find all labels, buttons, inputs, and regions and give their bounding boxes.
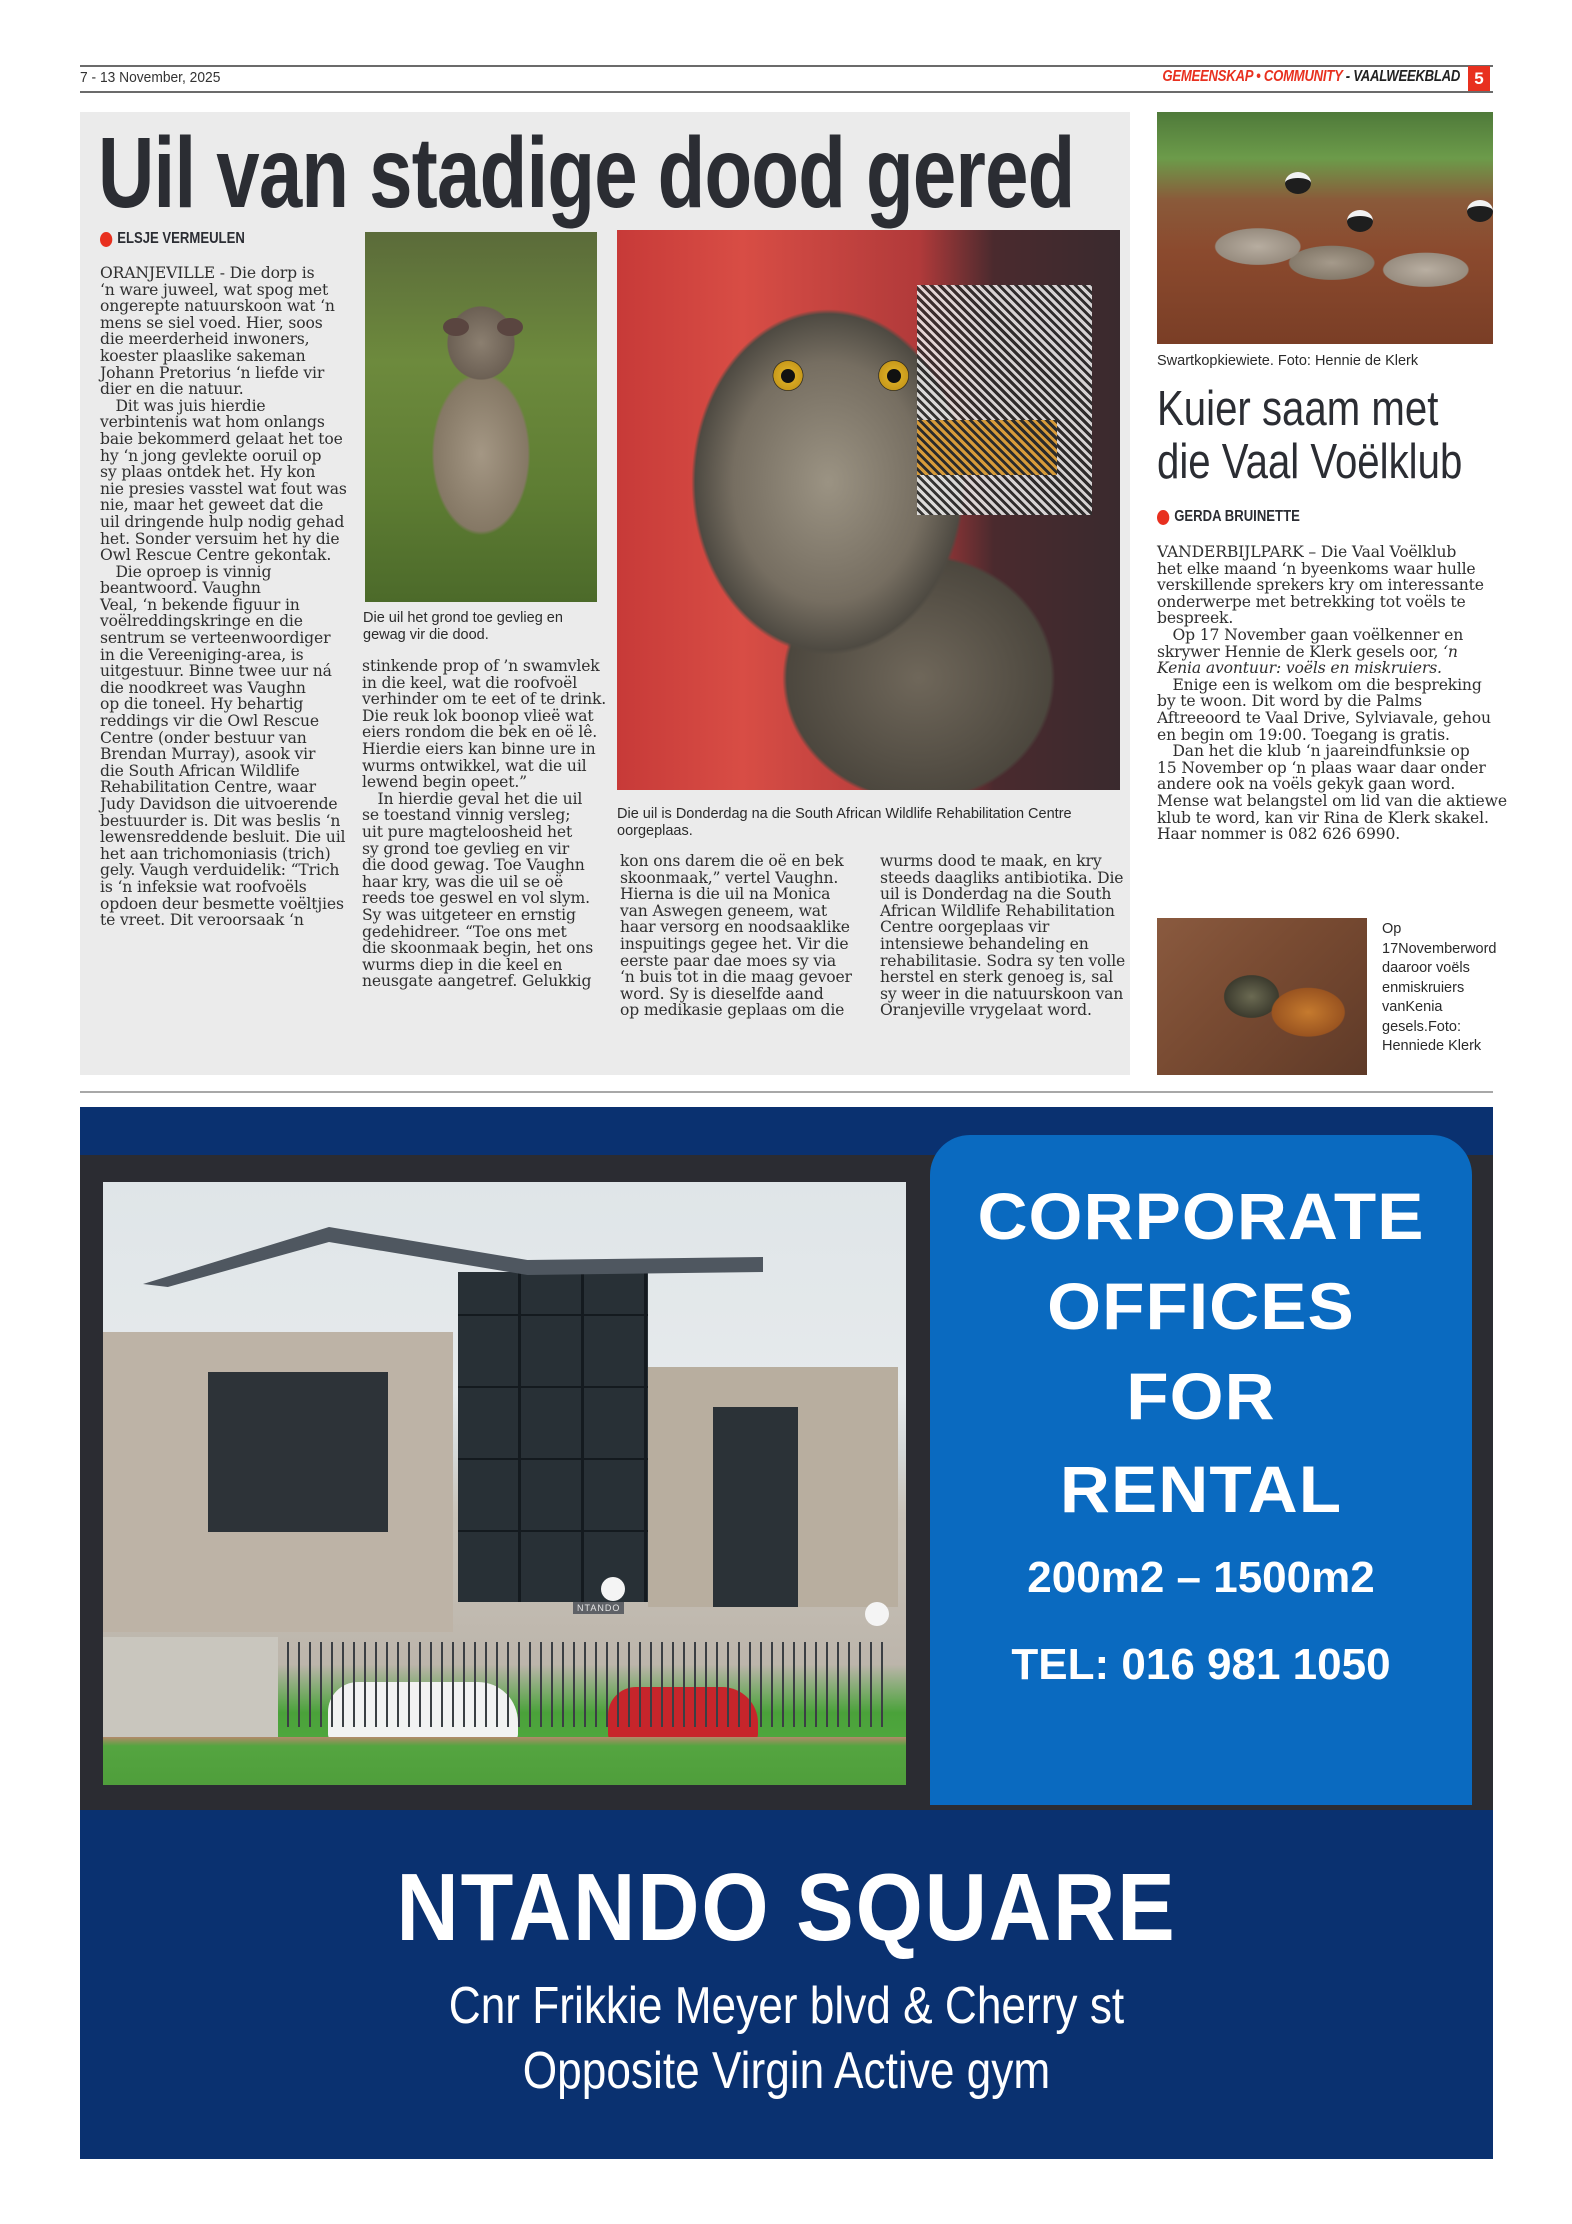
owl-grounded-photo	[365, 232, 597, 602]
article-line: nie presies vasstel wat fout was	[100, 479, 347, 498]
advert-brand-name: NTANDO SQUARE	[396, 1854, 1177, 1961]
side-article-line: Enige een is welkom om die bespreking	[1157, 675, 1482, 694]
article-line: se toestand vinnig versleg;	[362, 806, 571, 825]
article-line: opdoen deur besmette voëltjies	[100, 894, 344, 913]
article-column-4	[880, 853, 1130, 1019]
talk-title: Kenia avontuur: voëls en miskruiers.	[1157, 659, 1442, 678]
building-window	[713, 1407, 798, 1607]
side-article-body	[1157, 543, 1507, 844]
caption-line: miskruiers van	[1382, 979, 1465, 1015]
article-line: gely. Vaugh verduidelik: “Trich	[100, 861, 340, 880]
article-line: verhinder om te eet of te drink.	[362, 690, 607, 709]
panel-line-rental: RENTAL	[1059, 1452, 1343, 1526]
article-line: koester plaaslike sakeman	[100, 346, 306, 365]
article-line: Johann Pretorius ‘n liefde vir	[100, 363, 325, 382]
article-line: wurms diep in die keel en	[362, 955, 563, 974]
article-line: Hierna is die uil na Monica	[620, 885, 831, 904]
header-top-rule	[80, 65, 1493, 67]
side-byline	[1157, 508, 1300, 526]
article-line: op die toneel. Hy behartig	[100, 695, 304, 714]
article-line: sentrum se verteenwoordiger	[100, 629, 331, 648]
article-line: hy ‘n jong gevlekte ooruil op	[100, 446, 322, 465]
cage-mesh-orange	[917, 420, 1057, 475]
article-line: wurms dood te maak, en kry	[880, 852, 1102, 870]
lapwings-caption: Swartkopkiewiete. Foto: Hennie de Klerk	[1157, 353, 1419, 369]
side-article-line: het elke maand ‘n byeenkoms waar hulle	[1157, 559, 1476, 578]
ntando-square-advert	[80, 1107, 1493, 2159]
publication-name: VAALWEEKBLAD	[1353, 68, 1460, 85]
panel-line-corporate: CORPORATE	[977, 1179, 1425, 1253]
article-line: die skoonmaak begin, het ons	[362, 939, 594, 958]
article-column-1	[100, 265, 345, 929]
side-article-line: VANDERBIJLPARK – Die Vaal Voëlklub	[1157, 543, 1457, 561]
owl-rescued-photo	[617, 230, 1120, 790]
article-column-3	[620, 853, 870, 1019]
lawn	[103, 1737, 906, 1785]
article-line: Centre (onder bestuur van	[100, 728, 307, 747]
bird-head-3	[1467, 200, 1493, 222]
article-line: African Wildlife Rehabilitation	[880, 901, 1115, 920]
side-article-line	[1157, 660, 1497, 677]
article-line: het. Sonder versuim het hy die	[100, 529, 340, 548]
article-line: dier en die natuur.	[100, 380, 244, 399]
side-article-line: bespreek.	[1157, 609, 1234, 628]
article-line: ‘n buis tot in die maag gevoer	[620, 968, 852, 987]
lamp-globe	[865, 1602, 889, 1626]
article-line: wurms ontwikkel, wat die uil	[362, 756, 587, 775]
size-range: 200m2 – 1500m2	[1027, 1553, 1375, 1602]
lapwings-photo	[1157, 112, 1493, 344]
article-line: in die Vereeniging-area, is	[100, 645, 304, 664]
article-line: op medikasie geplaas om die	[620, 1001, 845, 1020]
owl-pupil-right	[887, 369, 901, 383]
article-line: Die oproep is vinnig	[100, 562, 272, 581]
article-line: eiers rondom die bek en oë lê.	[362, 723, 598, 742]
panel-line-offices: OFFICES	[1047, 1269, 1355, 1343]
section-label	[1162, 68, 1460, 86]
article-line: intensiewe behandeling en	[880, 934, 1089, 953]
article-line: het aan trichomoniasis (trich)	[100, 844, 331, 863]
article-line: uit pure magteloosheid het	[362, 822, 573, 841]
owl-pupil-left	[781, 369, 795, 383]
article-line: skoonmaak,” vertel Vaughn.	[620, 868, 839, 887]
article-line: Owl Rescue Centre gekontak.	[100, 546, 332, 565]
article-line: lewensreddende besluit. Die uil	[100, 828, 346, 847]
article-line: sy grond toe gevlieg en vir	[362, 839, 570, 858]
article-line: rehabilitasie. Sodra sy ten volle	[880, 951, 1126, 970]
owl-eye-right	[497, 318, 523, 336]
article-line: herstel en sterk genoeg is, sal	[880, 968, 1114, 987]
palisade-fence	[278, 1642, 888, 1727]
building-window	[208, 1372, 388, 1532]
caption-line: oor voëls en	[1382, 960, 1470, 996]
side-headline-line-1: Kuier saam met	[1157, 382, 1439, 436]
article-line: eerste paar dae moes sy via	[620, 951, 836, 970]
header-bottom-rule	[80, 91, 1493, 93]
byline-author: GERDA BRUINETTE	[1174, 508, 1300, 525]
caption-line: Foto: Hennie	[1382, 1018, 1461, 1054]
article-line: baie bekommerd gelaat het toe	[100, 429, 343, 448]
building-sign: NTANDO	[573, 1602, 624, 1614]
telephone-number: TEL: 016 981 1050	[1011, 1640, 1391, 1689]
article-line: sy plaas ontdek het. Hy kon	[100, 463, 316, 482]
caption-line: Op 17	[1382, 921, 1402, 957]
owl-rescued-caption: Die uil is Donderdag na die South African Wildlife Rehabilitation Centre oorgeplaas.	[617, 806, 1072, 839]
article-line: ‘n ware juweel, wat spog met	[100, 280, 329, 299]
side-article-line: Op 17 November gaan voëlkenner en	[1157, 625, 1464, 644]
article-line: kon ons darem die oë en bek	[620, 852, 844, 870]
side-article-line: Mense wat belangstel om lid van die aktiewe	[1157, 791, 1507, 810]
article-line: beantwoord. Vaughn	[100, 579, 261, 598]
talk-title: ‘n	[1443, 642, 1458, 661]
side-article-line: Aftreeoord te Vaal Drive, Sylviavale, gehou	[1157, 708, 1491, 727]
article-line: word. Sy is dieselfde aand	[620, 984, 824, 1003]
article-line: uil is Donderdag na die South	[880, 885, 1112, 904]
article-line: gedehidreer. “Toe ons met	[362, 922, 567, 941]
article-line: haar kry, was die uil se oë	[362, 872, 564, 891]
article-line: nie, maar het geweet dat die	[100, 496, 324, 515]
main-byline	[100, 230, 245, 248]
dung-beetle-caption	[1382, 920, 1497, 1057]
section-dash: -	[1342, 68, 1354, 85]
article-line: Sy was uitgeteer en ernstig	[362, 905, 576, 924]
article-line: stinkende prop of ’n swamvlek	[362, 657, 600, 675]
article-column-2	[362, 658, 612, 990]
article-line: reddings vir die Owl Rescue	[100, 712, 319, 731]
article-line: die South African Wildlife	[100, 761, 300, 780]
article-line: verbintenis wat hom onlangs	[100, 413, 325, 432]
side-article-line: 15 November op ‘n plaas waar daar onder	[1157, 758, 1486, 777]
article-line: Rehabilitation Centre, waar	[100, 778, 316, 797]
article-line: ongerepte natuurskoon wat ‘n	[100, 297, 335, 316]
advert-address-line-1: Cnr Frikkie Meyer blvd & Cherry st	[448, 1977, 1125, 2035]
section-afrikaans: GEMEENSKAP	[1162, 68, 1253, 85]
article-line: steeds daagliks antibiotika. Die	[880, 868, 1124, 887]
article-line: Dit was juis hierdie	[100, 396, 266, 415]
side-article-line: en begin om 19:00. Toegang is gratis.	[1157, 725, 1450, 744]
caption-line: November	[1398, 940, 1466, 957]
caption-line: de Klerk	[1427, 1038, 1482, 1054]
article-line: neusgate aangetref. Gelukkig	[362, 972, 592, 991]
side-article-line: Dan het die klub ‘n jaareindfunksie op	[1157, 742, 1470, 761]
panel-line-for: FOR	[1126, 1359, 1276, 1433]
byline-author: ELSJE VERMEULEN	[117, 230, 245, 247]
article-line: mens se siel voed. Hier, soos	[100, 313, 323, 332]
article-line: van Aswegen geneem, wat	[620, 901, 828, 920]
article-line: in die keel, wat die roofvoël	[362, 673, 578, 692]
article-line: Veal, ‘n bekende figuur in	[100, 595, 300, 614]
caption-line: word daar	[1382, 940, 1497, 976]
article-line: haar versorg en noodsaaklike	[620, 918, 850, 937]
rental-info-panel	[930, 1135, 1472, 1805]
article-line: inspuitings gegee het. Vir die	[620, 934, 849, 953]
side-article-line: by te woon. Dit word by die Palms	[1157, 692, 1422, 711]
section-divider	[80, 1091, 1493, 1093]
article-line: lewend begin opeet.”	[362, 773, 527, 792]
caption-line: Kenia gesels.	[1382, 999, 1443, 1035]
side-article-line: klub te word, kan vir Rina de Klerk skakel.	[1157, 808, 1489, 827]
building-right-wing	[648, 1367, 898, 1607]
byline-bullet-icon	[1157, 510, 1169, 525]
cage-mesh	[917, 285, 1092, 515]
article-line: Brendan Murray), asook vir	[100, 745, 316, 764]
owl-grounded-caption: Die uil het grond toe gevlieg en gewag vir die dood.	[363, 610, 563, 643]
issue-date: 7 - 13 November, 2025	[80, 69, 221, 86]
page-number: 5	[1468, 66, 1490, 92]
side-headline	[1157, 383, 1462, 489]
building-left-wing	[103, 1332, 453, 1632]
building-glass-atrium	[458, 1272, 648, 1602]
article-line: bestuurder is. Dit was beslis ‘n	[100, 811, 341, 830]
article-line: die noodkreet was Vaughn	[100, 678, 306, 697]
section-english: COMMUNITY	[1263, 68, 1343, 85]
article-line: Centre oorgeplaas vir	[880, 918, 1050, 937]
article-line: uil dringende hulp nodig gehad	[100, 512, 345, 531]
article-line: is ‘n infeksie wat roofvoëls	[100, 877, 307, 896]
article-line: ORANJEVILLE - Die dorp is	[100, 264, 315, 282]
article-line: Hierdie eiers kan binne ure in	[362, 739, 596, 758]
article-line: In hierdie geval het die uil	[362, 789, 583, 808]
advert-footer	[80, 1810, 1493, 2159]
article-line: Oranjeville vrygelaat word.	[880, 1001, 1092, 1020]
article-line: te vreet. Dit veroorsaak ‘n	[100, 911, 304, 930]
byline-bullet-icon	[100, 232, 112, 247]
article-line: uitgestuur. Binne twee uur ná	[100, 662, 332, 681]
side-article-line: skrywer Hennie de Klerk gesels oor, ‘n	[1157, 642, 1458, 661]
owl-eye-left	[443, 318, 469, 336]
advert-address-line-2: Opposite Virgin Active gym	[522, 2042, 1051, 2100]
dung-beetle-photo	[1157, 918, 1367, 1075]
article-line: Die reuk lok boonop vlieë wat	[362, 706, 594, 725]
section-separator: •	[1252, 68, 1264, 85]
article-line: die meerderheid inwoners,	[100, 330, 310, 349]
bird-head-1	[1285, 172, 1311, 194]
bird-head-2	[1347, 210, 1373, 232]
main-headline: Uil van stadige dood gered	[98, 117, 1075, 229]
article-line: reeds toe geswel en vol slym.	[362, 889, 590, 908]
office-building-photo	[103, 1182, 906, 1785]
article-line: die dood gewag. Toe Vaughn	[362, 856, 585, 875]
side-article-line: Haar nommer is 082 626 6990.	[1157, 825, 1401, 844]
lamp-globe	[601, 1577, 625, 1601]
side-article-line: andere ook na voëls gekyk gaan word.	[1157, 775, 1456, 794]
side-article-line: verskillende sprekers kry om interessante	[1157, 576, 1484, 595]
side-headline-line-2: die Vaal Voëlklub	[1157, 435, 1463, 489]
building-roof	[143, 1227, 763, 1287]
article-line: voëlreddingskringe en die	[100, 612, 303, 631]
side-article-line: onderwerpe met betrekking tot voëls te	[1157, 592, 1466, 611]
article-line: Judy Davidson die uitvoerende	[100, 795, 338, 813]
article-line: sy weer in die natuurskoon van	[880, 984, 1124, 1003]
